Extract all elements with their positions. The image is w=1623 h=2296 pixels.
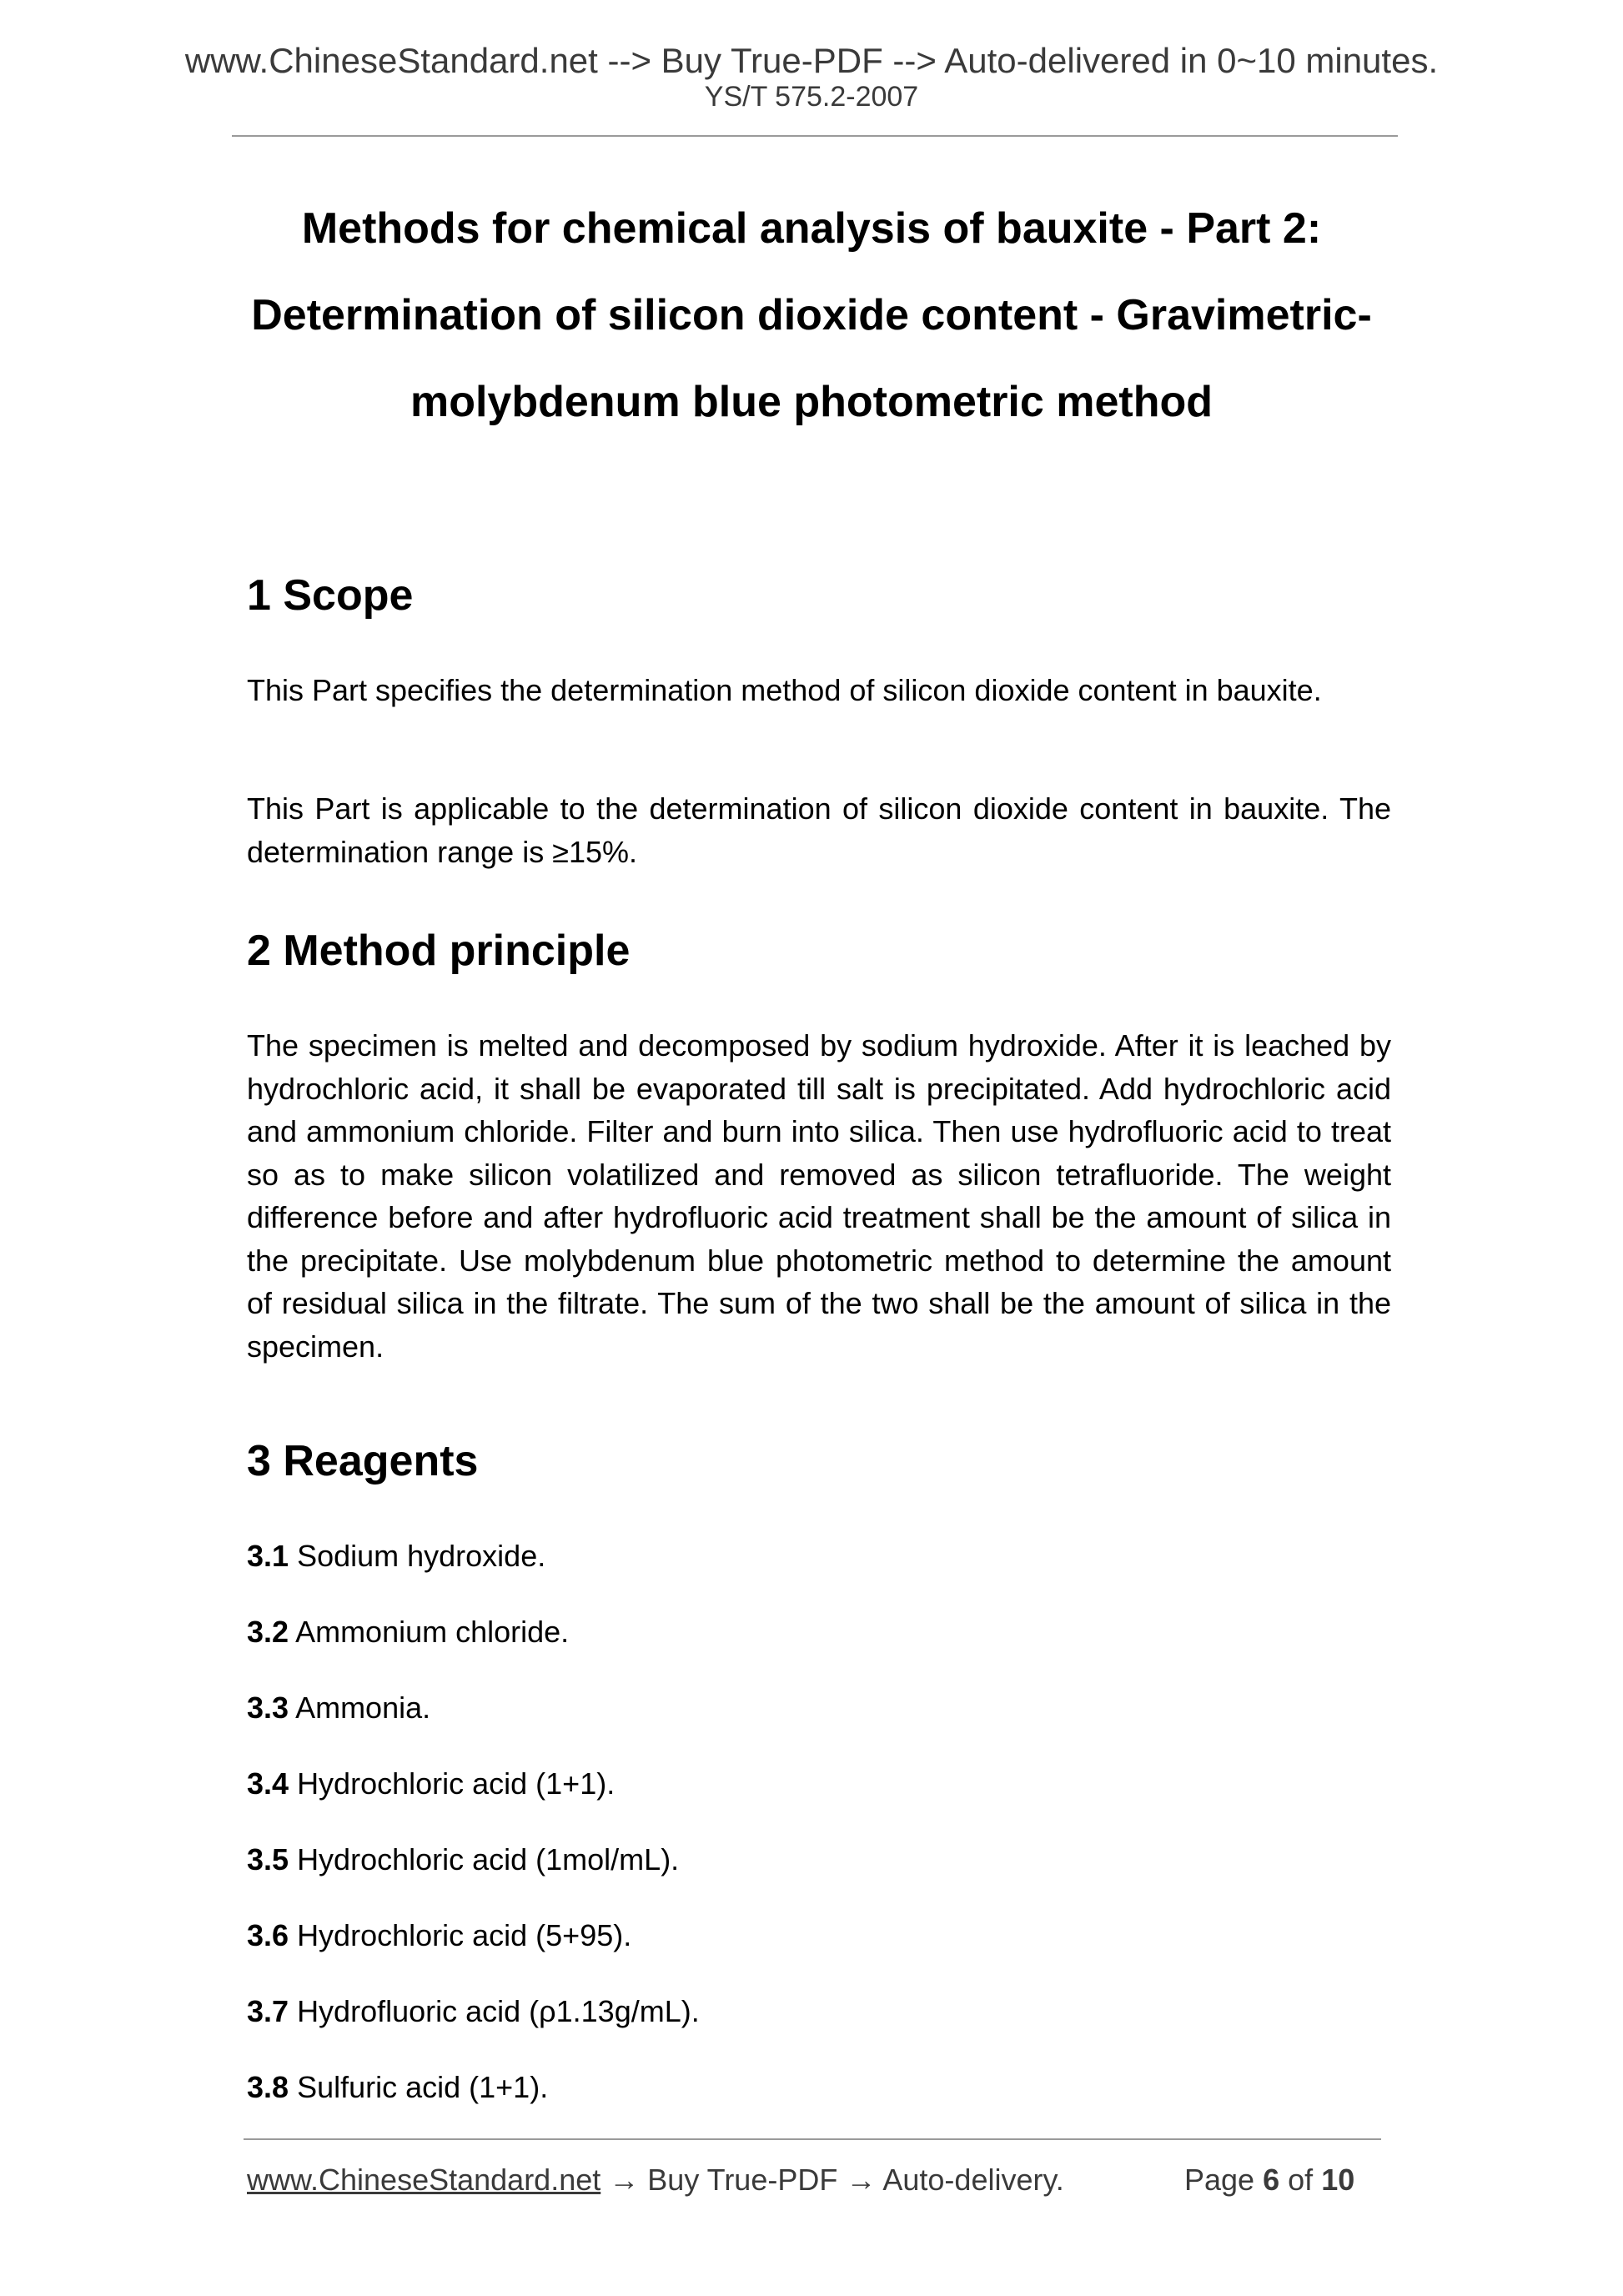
standard-code: YS/T 575.2-2007 — [704, 81, 919, 113]
reagent-text: Hydrochloric acid (1mol/mL). — [297, 1842, 680, 1876]
page-of-label: of — [1288, 2163, 1314, 2197]
reagent-number: 3.3 — [247, 1691, 289, 1725]
reagent-text: Ammonium chloride. — [295, 1615, 570, 1649]
reagent-number: 3.8 — [247, 2070, 289, 2104]
reagent-number: 3.7 — [247, 1994, 289, 2028]
reagent-text: Hydrofluoric acid (ρ1.13g/mL). — [297, 1994, 700, 2028]
reagent-item — [247, 1842, 680, 1876]
auto-delivery-text: Auto-delivery. — [882, 2163, 1064, 2197]
reagent-item — [247, 1994, 700, 2028]
header-divider — [232, 135, 1398, 137]
document-title — [200, 185, 1423, 445]
reagent-number: 3.1 — [247, 1539, 289, 1573]
reagent-number: 3.6 — [247, 1918, 289, 1952]
scope-paragraph-1: This Part specifies the determination method of silicon dioxide content in bauxite. — [247, 673, 1322, 707]
page-label: Page — [1184, 2163, 1255, 2197]
reagent-item — [247, 1918, 632, 1952]
reagent-item — [247, 1766, 616, 1801]
reagent-item — [247, 2072, 548, 2103]
website-link[interactable]: www.ChineseStandard.net — [247, 2163, 601, 2197]
title-line-3: molybdenum blue photometric method — [410, 378, 1213, 426]
reagent-number: 3.2 — [247, 1615, 289, 1649]
reagent-item — [247, 1617, 569, 1647]
reagent-text: Hydrochloric acid (5+95). — [297, 1918, 632, 1952]
reagent-number: 3.4 — [247, 1766, 289, 1801]
reagent-item — [247, 1541, 545, 1571]
title-line-2: Determination of silicon dioxide content - Gravimetric- — [251, 291, 1372, 339]
section-heading-scope: 1 Scope — [247, 571, 414, 620]
title-line-1: Methods for chemical analysis of bauxite - Part 2: — [301, 204, 1322, 253]
footer-divider — [244, 2138, 1381, 2140]
principle-paragraph: The specimen is melted and decomposed by sodium hydroxide. After it is leached by hydrochloric acid, it shall be evaporated till salt is precipitated. Add hydrochloric acid and ammonium chloride. Filter and burn into silica. Then use hydrofluoric acid to treat so as to make silicon volatilized and removed as silicon tetrafluoride. The weight difference before and after hydrofluoric acid treatment shall be the amount of silica in the precipitate. Use molybdenum blue photometric method to determine the amount of residual silica in the filtrate. The sum of the two shall be the amount of silica in the specimen. — [247, 1028, 1391, 1364]
scope-paragraph-2: This Part is applicable to the determination of silicon dioxide content in bauxite. The determination range is ≥15%. — [247, 791, 1391, 869]
reagent-text: Sodium hydroxide. — [297, 1539, 546, 1573]
total-page-number: 10 — [1321, 2163, 1355, 2197]
reagent-text: Hydrochloric acid (1+1). — [297, 1766, 616, 1801]
page-indicator — [1184, 2165, 1354, 2195]
reagent-item — [247, 1693, 430, 1723]
reagent-number: 3.5 — [247, 1842, 289, 1876]
buy-true-pdf-text: Buy True-PDF — [647, 2163, 838, 2197]
reagent-text: Ammonia. — [295, 1691, 431, 1725]
footer-links — [247, 2165, 1064, 2195]
top-banner: www.ChineseStandard.net --> Buy True-PDF --> Auto-delivered in 0~10 minutes. — [184, 41, 1439, 80]
current-page-number: 6 — [1263, 2163, 1280, 2197]
reagent-text: Sulfuric acid (1+1). — [297, 2070, 549, 2104]
arrow-right-icon: → — [609, 2163, 640, 2197]
section-heading-principle: 2 Method principle — [247, 927, 631, 975]
section-heading-reagents: 3 Reagents — [247, 1437, 479, 1485]
arrow-right-icon: → — [846, 2163, 877, 2197]
